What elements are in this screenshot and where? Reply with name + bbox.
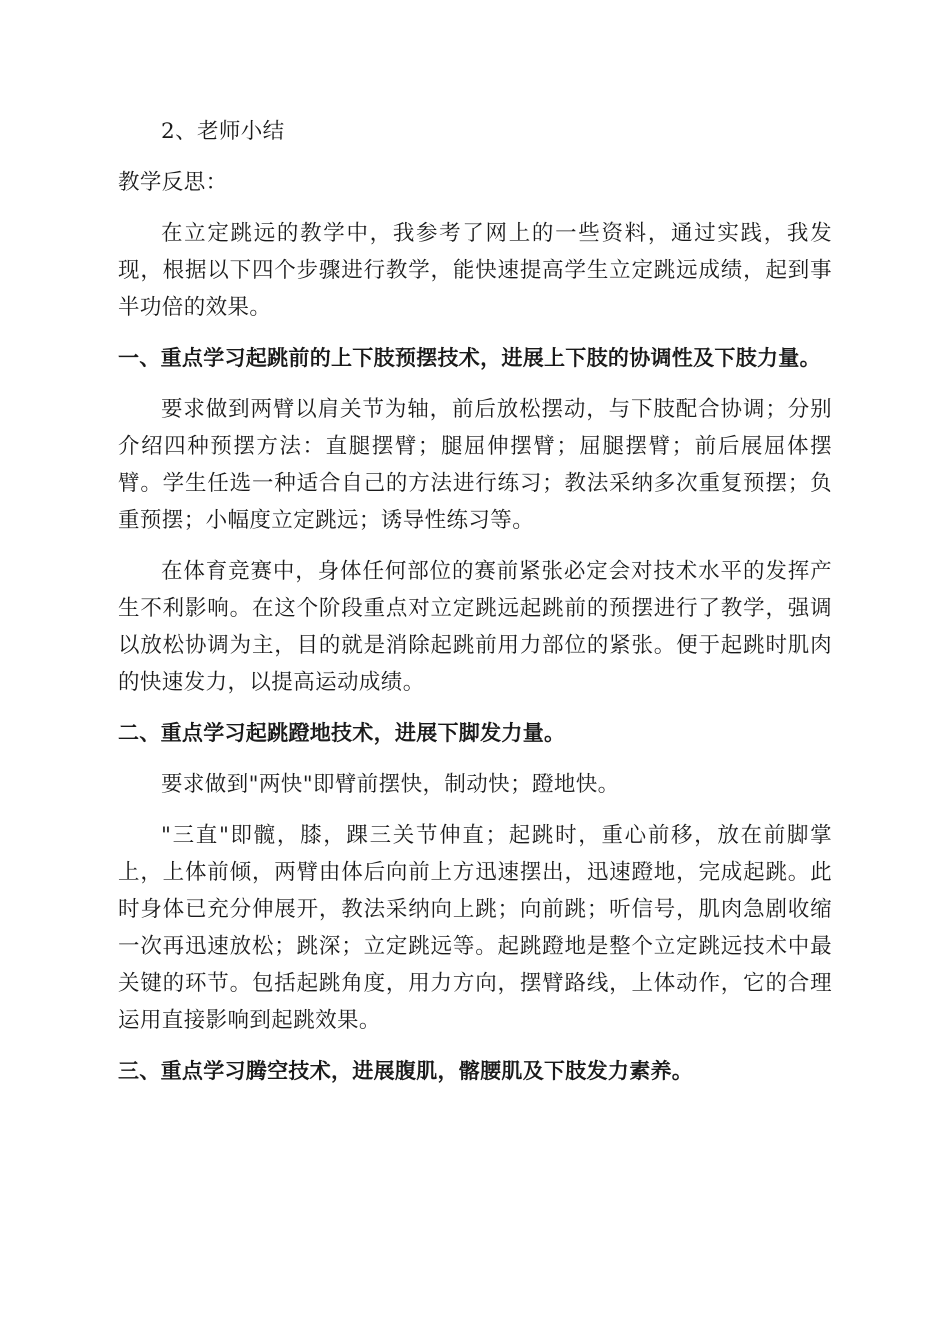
- section-1-heading: 一、重点学习起跳前的上下肢预摆技术，进展上下肢的协调性及下肢力量。: [118, 346, 821, 370]
- reflection-label: 教学反思：: [118, 170, 228, 195]
- section-2-paragraph-1: 要求做到"两快"即臂前摆快，制动快；蹬地快。: [161, 772, 620, 797]
- section-2-heading: 二、重点学习起跳蹬地技术，进展下脚发力量。: [118, 721, 566, 745]
- section-2-paragraph-2: "三直"即髋，膝，踝三关节伸直；起跳时，重心前移，放在前脚掌上，上体前倾，两臂由体后向前上方迅速摆出，迅速蹬地，完成起跳。此时身体已充分伸展开，教法采纳向上跳；向前跳；听信号，肌肉急剧收缩一次再迅速放松；跳深；立定跳远等。起跳蹬地是整个立定跳远技术中最关键的环节。包括起跳角度，用力方向，摆臂路线，上体动作，它的合理运用直接影响到起跳效果。: [118, 823, 832, 1033]
- section-3-heading: 三、重点学习腾空技术，进展腹肌，髂腰肌及下肢发力素养。: [118, 1059, 694, 1083]
- section-1-paragraph-1: 要求做到两臂以肩关节为轴，前后放松摆动，与下肢配合协调；分别介绍四种预摆方法：直腿摆臂；腿屈伸摆臂；屈腿摆臂；前后展屈体摆臂。学生任选一种适合自己的方法进行练习；教法采纳多次重复预摆；负重预摆；小幅度立定跳远；诱导性练习等。: [118, 397, 832, 533]
- section-1-paragraph-2: 在体育竞赛中，身体任何部位的赛前紧张必定会对技术水平的发挥产生不利影响。在这个阶段重点对立定跳远起跳前的预摆进行了教学，强调以放松协调为主，目的就是消除起跳前用力部位的紧张。便于起跳时肌肉的快速发力，以提高运动成绩。: [118, 559, 832, 695]
- subheading-teacher-summary: 2、老师小结: [161, 119, 285, 144]
- intro-paragraph: 在立定跳远的教学中，我参考了网上的一些资料，通过实践，我发现，根据以下四个步骤进行教学，能快速提高学生立定跳远成绩，起到事半功倍的效果。: [118, 221, 832, 320]
